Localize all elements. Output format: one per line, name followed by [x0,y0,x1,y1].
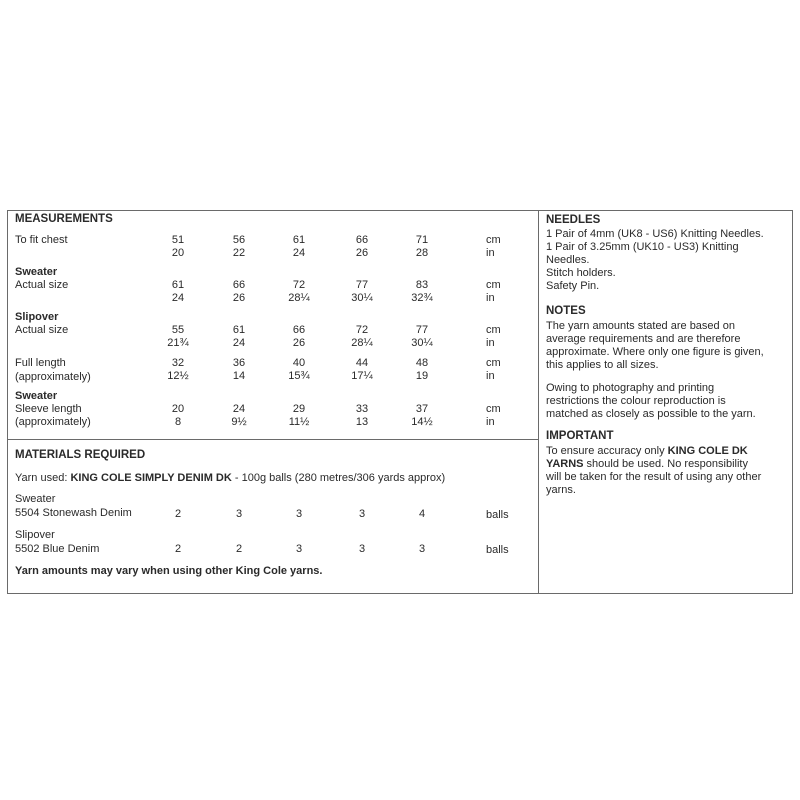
value-in: 28¼ [351,337,373,349]
value-in: 15¾ [288,370,310,382]
value-in: 20 [171,247,185,259]
notes-line: average requirements and are therefore [546,333,741,345]
unit-in: in [486,247,495,259]
needles-line: 1 Pair of 3.25mm (UK10 - US3) Knitting [546,241,739,253]
value-in: 14 [232,370,246,382]
value-cm: 24 [232,403,246,415]
brand-name: KING COLE DK [667,445,748,457]
needles-heading: NEEDLES [546,214,601,226]
unit-balls: balls [486,544,509,556]
value-cm: 40 [292,357,306,369]
value-in: 12½ [167,370,189,382]
value-in: 26 [292,337,306,349]
value-in: 28 [415,247,429,259]
value-cm: 66 [232,279,246,291]
value-in: 11½ [288,416,310,428]
notes-paragraph [546,320,786,372]
value-in: 30¼ [351,292,373,304]
value-cm: 71 [415,234,429,246]
unit-cm: cm [486,403,501,415]
important-line: yarns. [546,484,576,496]
important-text: should be used. No responsibility [583,458,748,470]
value-in: 19 [415,370,429,382]
value-in: 22 [232,247,246,259]
value-in: 24 [292,247,306,259]
unit-in: in [486,416,495,428]
value-cm: 44 [355,357,369,369]
notes-paragraph [546,382,786,421]
row-label: Full length [15,357,66,369]
group-label: Slipover [15,529,55,541]
value-balls: 2 [174,508,182,520]
notes-heading: NOTES [546,305,586,317]
needles-list [546,228,786,293]
value-balls: 3 [235,508,243,520]
notes-line: The yarn amounts stated are based on [546,320,735,332]
row-label: Actual size [15,324,69,336]
unit-cm: cm [486,279,501,291]
row-label: (approximately) [15,371,91,383]
value-balls: 2 [235,543,243,555]
brand-name: YARNS [546,458,584,470]
unit-cm: cm [486,324,501,336]
value-cm: 55 [171,324,185,336]
value-balls: 2 [174,543,182,555]
value-cm: 33 [355,403,369,415]
notes-line: this applies to all sizes. [546,359,659,371]
value-in: 24 [232,337,246,349]
value-balls: 3 [358,508,366,520]
yarn-spec: - 100g balls (280 metres/306 yards approx) [231,472,446,484]
important-line [546,445,786,458]
yarn-note: Yarn amounts may vary when using other King Cole yarns. [15,565,323,577]
measurements-heading: MEASUREMENTS [15,213,113,225]
row-label: 5504 Stonewash Denim [15,507,132,519]
value-in: 13 [355,416,369,428]
value-cm: 61 [171,279,185,291]
group-label: Sweater [15,390,58,402]
group-label: Sweater [15,266,58,278]
unit-in: in [486,370,495,382]
value-cm: 61 [292,234,306,246]
value-balls: 3 [418,543,426,555]
value-cm: 77 [415,324,429,336]
row-label: Sleeve length [15,403,82,415]
value-in: 21¾ [167,337,189,349]
value-in: 30¼ [411,337,433,349]
important-line [546,458,786,471]
unit-cm: cm [486,234,501,246]
value-in: 28¼ [288,292,310,304]
value-cm: 32 [171,357,185,369]
important-heading: IMPORTANT [546,430,614,442]
important-paragraph [546,445,786,497]
value-balls: 4 [418,508,426,520]
unit-in: in [486,337,495,349]
value-in: 24 [171,292,185,304]
needles-line: 1 Pair of 4mm (UK8 - US6) Knitting Needles. [546,228,764,240]
value-in: 17¼ [351,370,373,382]
value-in: 26 [232,292,246,304]
group-label: Sweater [15,493,56,505]
materials-heading: MATERIALS REQUIRED [15,449,146,461]
value-cm: 72 [292,279,306,291]
value-cm: 29 [292,403,306,415]
value-in: 32¾ [411,292,433,304]
value-balls: 3 [295,543,303,555]
value-balls: 3 [295,508,303,520]
value-cm: 66 [292,324,306,336]
value-cm: 51 [171,234,185,246]
unit-balls: balls [486,509,509,521]
value-in: 26 [355,247,369,259]
needles-line: Stitch holders. [546,267,616,279]
yarn-used-line [15,472,445,485]
value-cm: 72 [355,324,369,336]
value-cm: 77 [355,279,369,291]
value-in: 9½ [231,416,247,428]
value-cm: 56 [232,234,246,246]
unit-cm: cm [486,357,501,369]
value-balls: 3 [358,543,366,555]
value-cm: 61 [232,324,246,336]
notes-line: Owing to photography and printing [546,382,715,394]
column-divider [538,210,539,594]
value-cm: 36 [232,357,246,369]
value-cm: 48 [415,357,429,369]
notes-line: approximate. Where only one figure is given, [546,346,764,358]
value-cm: 66 [355,234,369,246]
important-text: To ensure accuracy only [546,445,668,457]
value-cm: 37 [415,403,429,415]
unit-in: in [486,292,495,304]
yarn-used-label: Yarn used: [15,472,71,484]
notes-line: matched as closely as possible to the yarn. [546,408,756,420]
row-label: (approximately) [15,416,91,428]
value-cm: 83 [415,279,429,291]
row-label: To fit chest [15,234,68,246]
notes-line: restrictions the colour reproduction is [546,395,726,407]
row-label: 5502 Blue Denim [15,543,100,555]
group-label: Slipover [15,311,59,323]
value-in: 14½ [411,416,433,428]
important-line: will be taken for the result of using any other [546,471,762,483]
needles-line: Needles. [546,254,590,266]
yarn-name: KING COLE SIMPLY DENIM DK [70,472,232,484]
value-in: 8 [174,416,182,428]
needles-line: Safety Pin. [546,280,600,292]
value-cm: 20 [171,403,185,415]
row-label: Actual size [15,279,69,291]
section-divider [7,439,539,440]
